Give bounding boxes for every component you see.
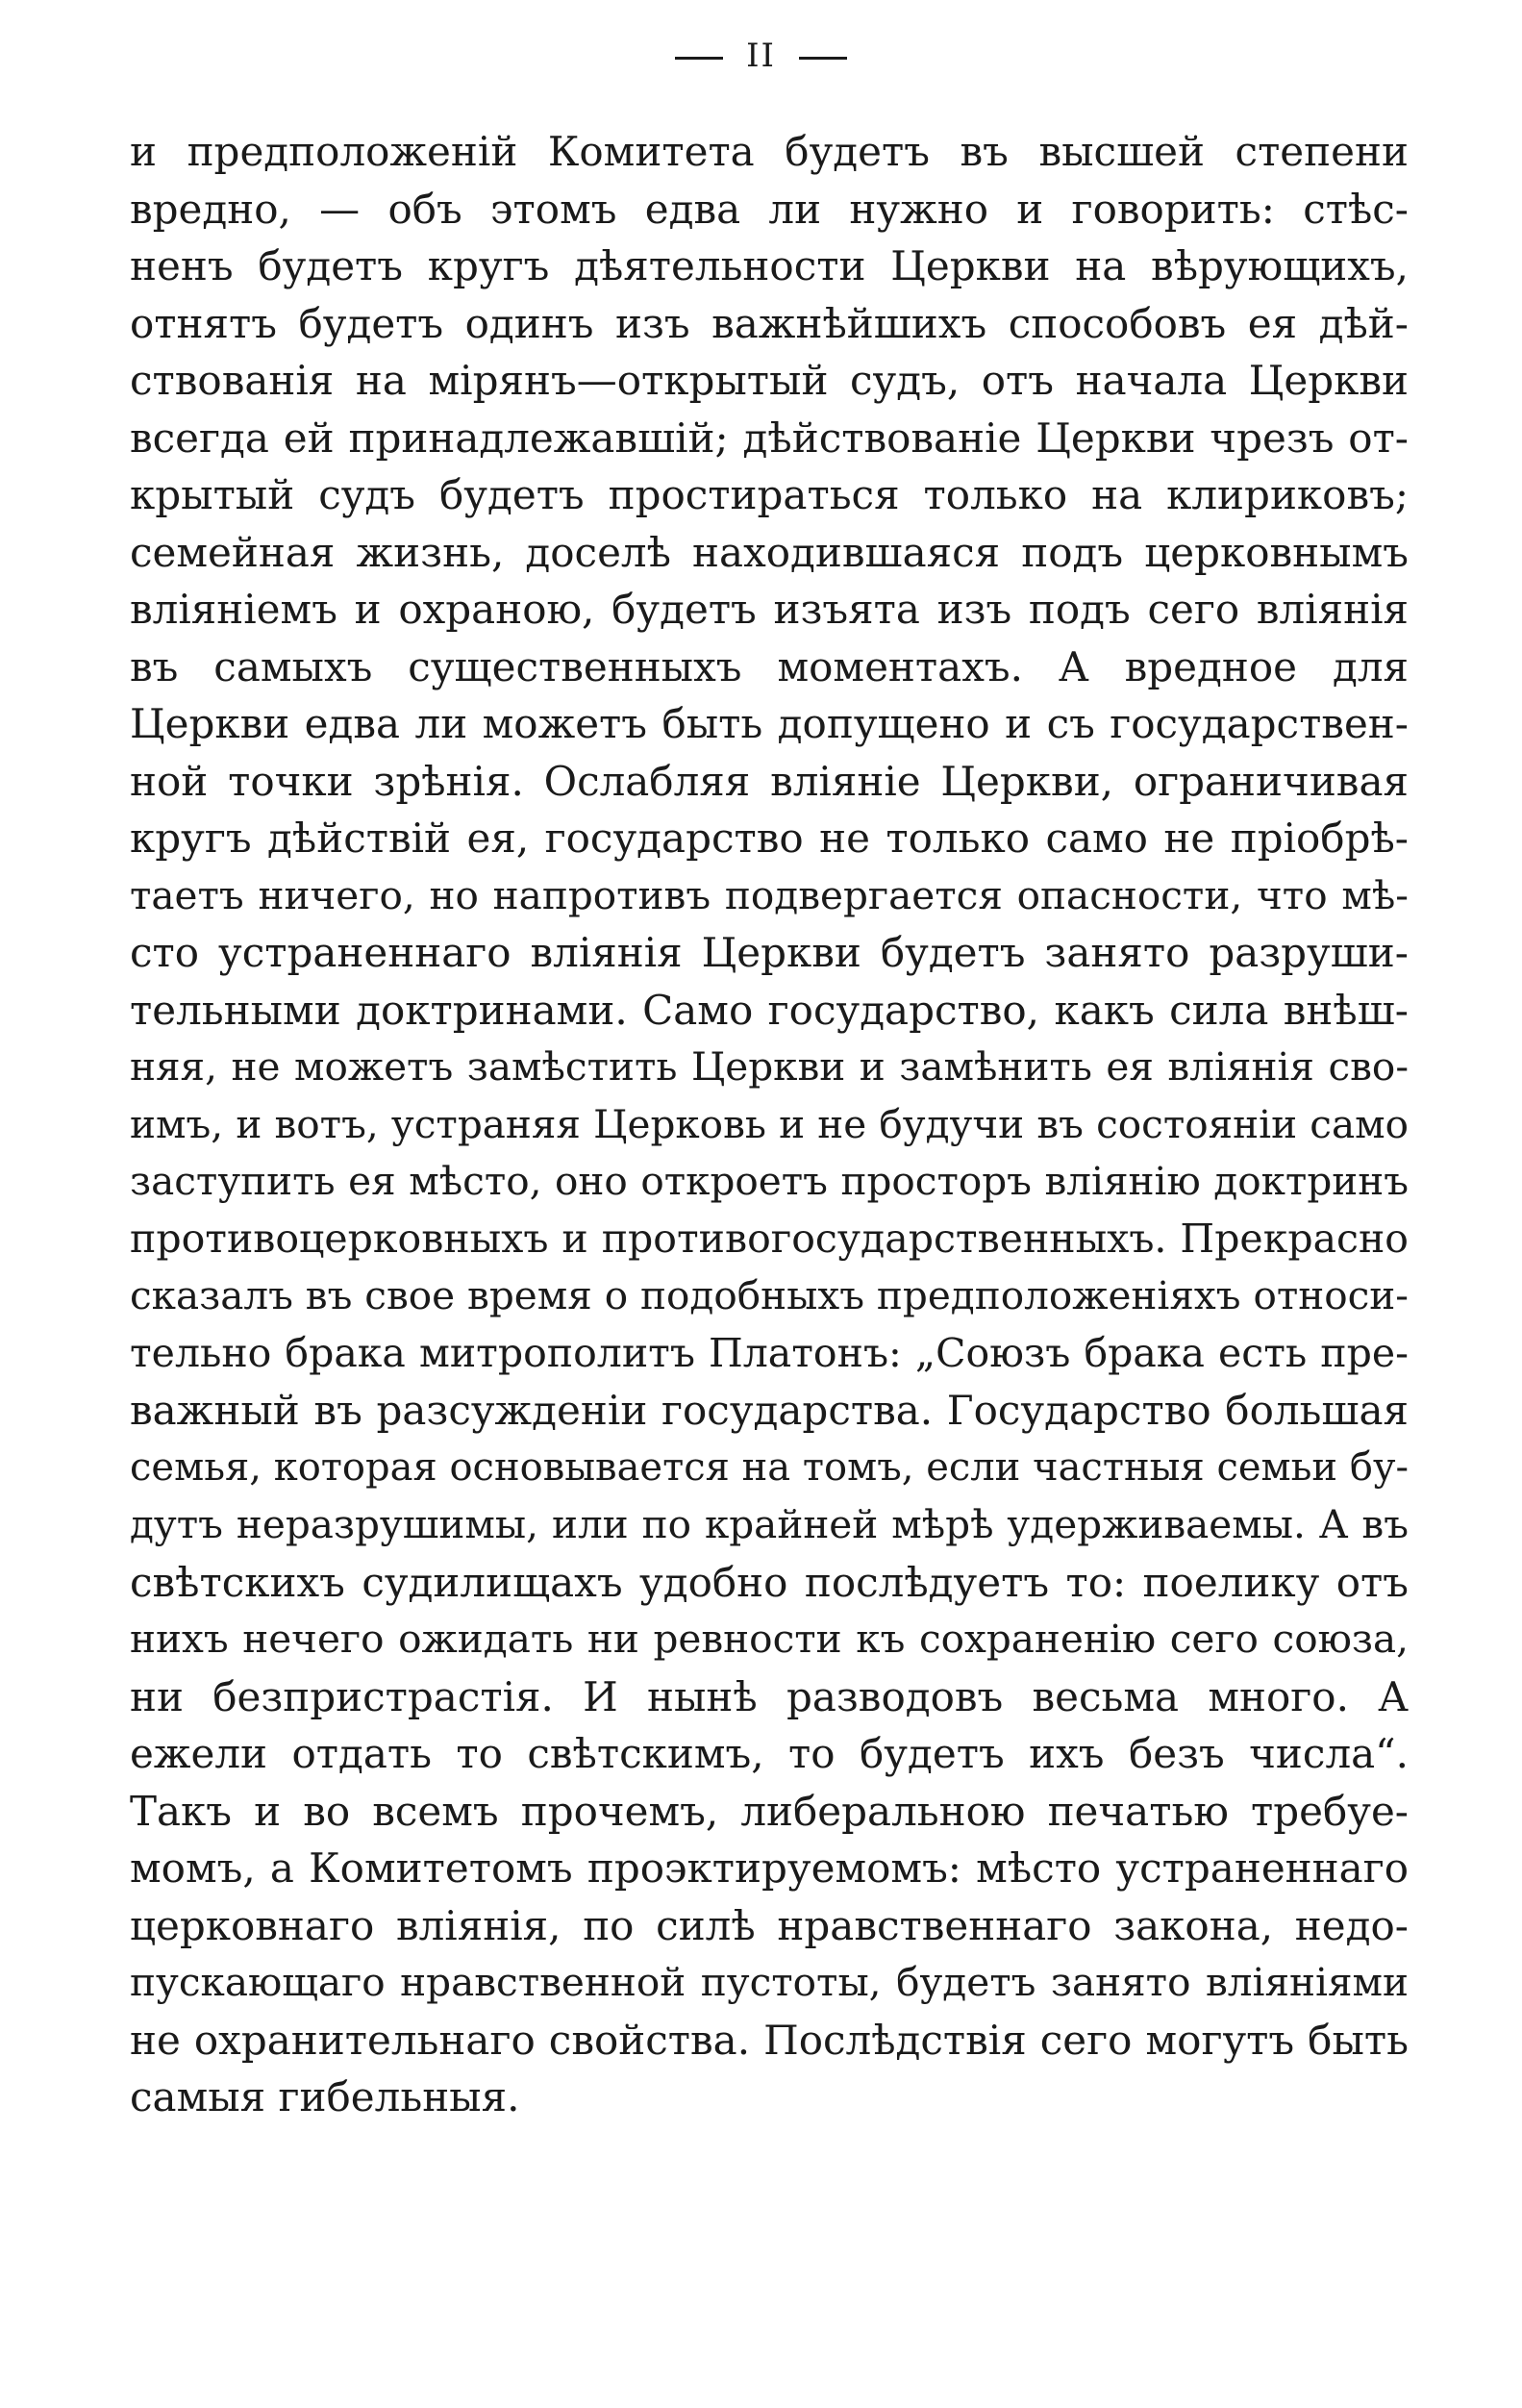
text-line: церковнаго вліянія, по силѣ нравственнаго закона, недо- [130,1901,1409,1949]
text-line: тельно брака митрополитъ Платонъ: „Союзъ брака есть пре- [130,1329,1409,1376]
text-line: сказалъ въ свое время о подобныхъ предположеніяхъ относи- [130,1272,1409,1318]
text-line: не охранительнаго свойства. Послѣдствія сего могутъ быть [130,2016,1409,2064]
text-line: имъ, и вотъ, устраняя Церковь и не будучи въ состояніи само [130,1100,1409,1147]
text-line: сто устраненнаго вліянія Церкви будетъ занято разруши- [130,929,1409,976]
text-line: всегда ей принадлежавшій; дѣйствованіе Церкви чрезъ от- [130,414,1409,462]
text-line: нихъ нечего ожидать ни ревности къ сохраненію сего союза, [130,1616,1409,1662]
text-line: ствованія на мірянъ—открытый судъ, отъ начала Церкви [130,357,1409,404]
text-line: въ самыхъ существенныхъ моментахъ. А вредное для [130,642,1409,690]
text-line: ни безпристрастія. И нынѣ разводовъ весьма много. А [130,1672,1409,1720]
text-line: пускающаго нравственной пустоты, будетъ занято вліяніями [130,1959,1409,2005]
text-line: ненъ будетъ кругъ дѣятельности Церкви на вѣрующихъ, [130,242,1409,289]
body-text [130,123,1409,2126]
text-line: семейная жизнь, доселѣ находившаяся подъ церковнымъ [130,528,1409,576]
text-line: вредно, — объ этомъ едва ли нужно и говорить: стѣс- [130,185,1409,233]
text-line: тельными доктринами. Само государство, какъ сила внѣш- [130,986,1409,1034]
text-line: ной точки зрѣнія. Ослабляя вліяніе Церкви, ограничивая [130,757,1409,805]
text-line: дутъ неразрушимы, или по крайней мѣрѣ удерживаемы. А въ [130,1501,1409,1547]
text-line: важный въ разсужденіи государства. Государство большая [130,1387,1409,1434]
text-line: заступить ея мѣсто, оно откроетъ просторъ вліянію доктринъ [130,1158,1409,1204]
text-line: момъ, а Комитетомъ проэктируемомъ: мѣсто устраненнаго [130,1844,1409,1892]
page-header [0,27,1522,85]
text-line: самыя гибельныя. [130,2073,520,2120]
text-line: кругъ дѣйствій ея, государство не только само не пріобрѣ- [130,815,1409,862]
text-line: няя, не можетъ замѣстить Церкви и замѣнить ея вліянія сво- [130,1043,1409,1090]
page-number: II [746,37,776,75]
header-dash-right [799,57,847,60]
text-line: Такъ и во всемъ прочемъ, либеральною печатью требуе- [130,1787,1409,1835]
text-line: отнятъ будетъ одинъ изъ важнѣйшихъ способовъ ея дѣй- [130,299,1409,347]
text-line: и предположеній Комитета будетъ въ высшей степени [130,128,1409,175]
header-dash-left [675,57,723,60]
text-line: противоцерковныхъ и противогосударственныхъ. Прекрасно [130,1215,1409,1262]
text-line: крытый судъ будетъ простираться только на клириковъ; [130,471,1409,518]
text-line: Церкви едва ли можетъ быть допущено и съ государствен- [130,700,1409,747]
text-line: семья, которая основывается на томъ, если частныя семьи бу- [130,1444,1409,1490]
text-line: вліяніемъ и охраною, будетъ изъята изъ подъ сего вліянія [130,586,1409,633]
text-line: свѣтскихъ судилищахъ удобно послѣдуетъ то: поелику отъ [130,1558,1409,1606]
text-line: ежели отдать то свѣтскимъ, то будетъ ихъ безъ числа“. [130,1730,1409,1777]
text-line: таетъ ничего, но напротивъ подвергается опасности, что мѣ- [130,871,1409,918]
